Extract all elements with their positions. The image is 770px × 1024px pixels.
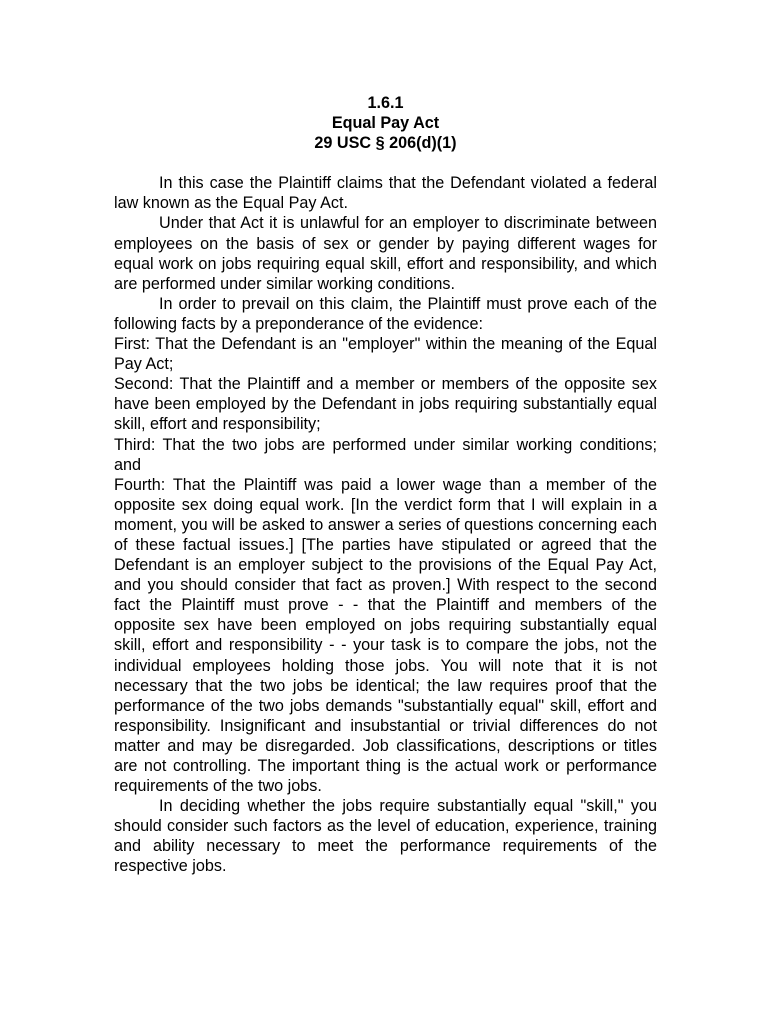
document-body <box>114 173 657 876</box>
paragraph-unlawful: Under that Act it is unlawful for an employer to discriminate between employees on the basis of sex or gender by paying different wages for equal work on jobs requiring equal skill, effort and responsibility, and which are performed under similar working conditions. <box>114 214 657 293</box>
element-second: Second: That the Plaintiff and a member or members of the opposite sex have been employed by the Defendant in jobs requiring substantially equal skill, effort and responsibility; <box>114 375 657 434</box>
element-third: Third: That the two jobs are performed under similar working conditions; and <box>114 435 657 474</box>
statute-citation: 29 USC § 206(d)(1) <box>314 134 457 153</box>
paragraph-burden: In order to prevail on this claim, the Plaintiff must prove each of the following facts by a preponderance of the evidence: <box>114 294 657 333</box>
document-heading <box>114 93 657 153</box>
element-first: First: That the Defendant is an "employer" within the meaning of the Equal Pay Act; <box>114 335 657 374</box>
paragraph-intro: In this case the Plaintiff claims that the Defendant violated a federal law known as the Equal Pay Act. <box>114 174 657 213</box>
paragraph-skill: In deciding whether the jobs require substantially equal "skill," you should consider such factors as the level of education, experience, training and ability necessary to meet the performance requirements of the respective jobs. <box>114 797 657 876</box>
document-page <box>114 93 657 877</box>
document-title: Equal Pay Act <box>331 114 440 133</box>
section-number: 1.6.1 <box>367 94 404 112</box>
element-fourth: Fourth: That the Plaintiff was paid a lower wage than a member of the opposite sex doing equal work. [In the verdict form that I will explain in a moment, you will be asked to answer a series of questions concerning each of these factual issues.] [The parties have stipulated or agreed that the Defendant is an employer subject to the provisions of the Equal Pay Act, and you should consider that fact as proven.] With respect to the second fact the Plaintiff must prove - - that the Plaintiff and members of the opposite sex have been employed on jobs requiring substantially equal skill, effort and responsibility - - your task is to compare the jobs, not the individual employees holding those jobs. You will note that it is not necessary that the two jobs be identical; the law requires proof that the performance of the two jobs demands "substantially equal" skill, effort and responsibility. Insignificant and insubstantial or trivial differences do not matter and may be disregarded. Job classifications, descriptions or titles are not controlling. The important thing is the actual work or performance requirements of the two jobs. <box>114 475 657 796</box>
